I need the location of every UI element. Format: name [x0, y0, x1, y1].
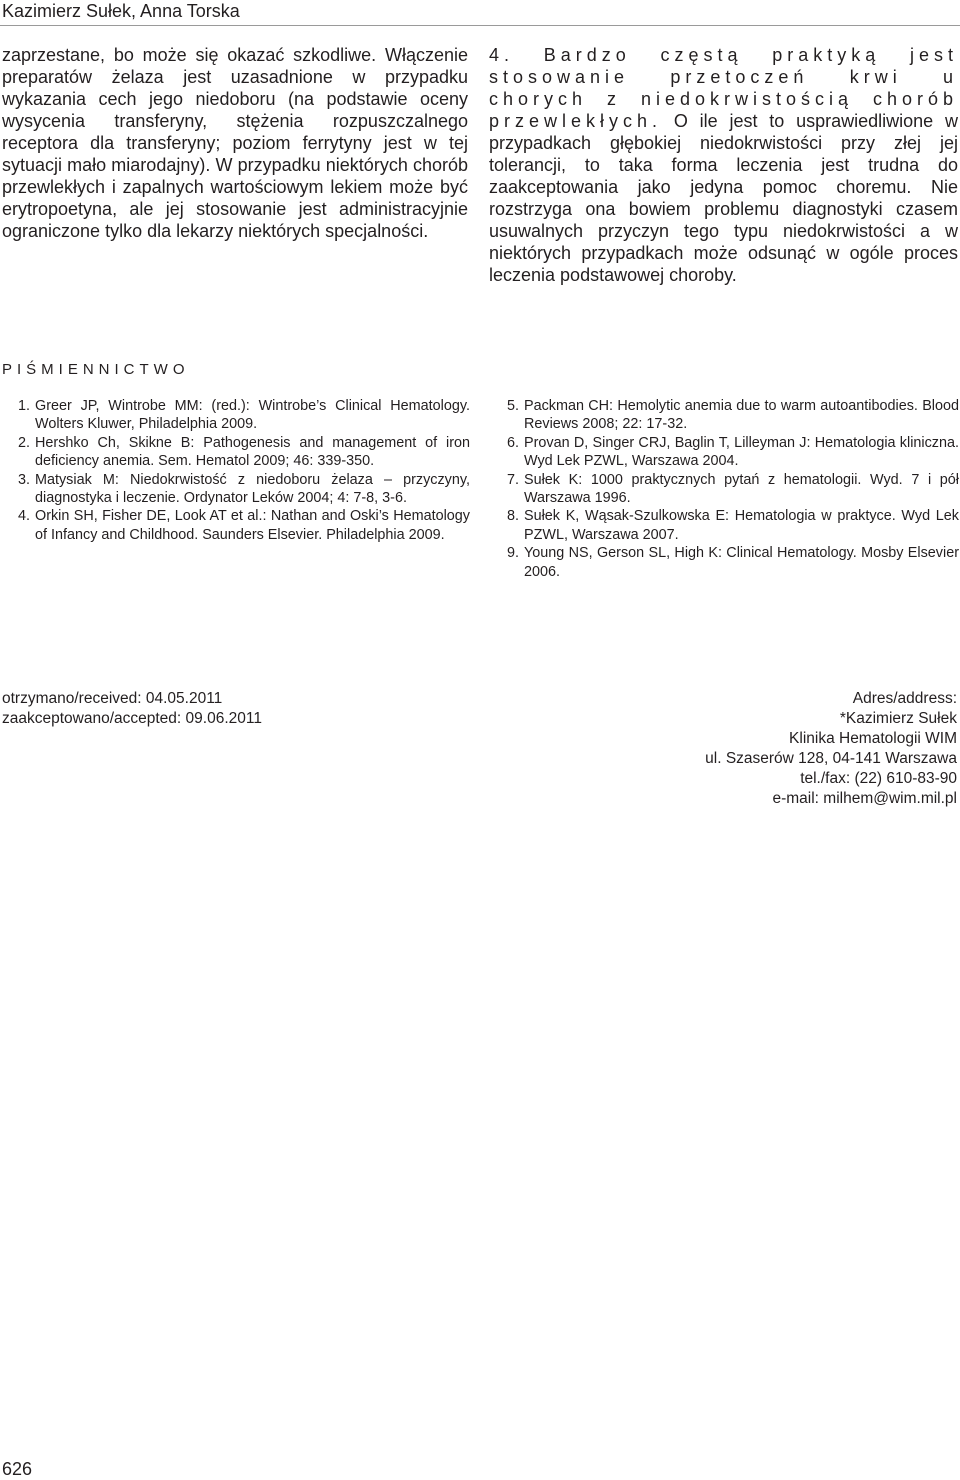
reference-number: 3.: [18, 471, 31, 488]
reference-text: Hershko Ch, Skikne B: Pathogenesis and management of iron deficiency anemia. Sem. Hematol 2009; 46: 339-350.: [35, 434, 470, 470]
reference-number: 5.: [507, 398, 520, 414]
reference-item: [18, 507, 470, 544]
address-phone: tel./fax: (22) 610-83-90: [800, 770, 957, 787]
emphasized-point-heading: 4. Bardzo częstą praktyką jest stosowanie przetoczeń krwi u chorych z niedokrwistością chorób przewlekłych.: [489, 45, 958, 131]
references-heading: PIŚMIENNICTWO: [2, 361, 190, 378]
body-paragraph-left: zaprzestane, bo może się okazać szkodliwe. Włączenie preparatów żelaza jest uzasadnione w przypadku wykazania cech jego niedoboru (na podstawie oceny wysycenia transferyny, stężenia rozpuszczalnego receptora dla transferyny; poziom ferrytyny jest w tej sytuacji mało miarodajny). W przypadku niektórych chorób przewlekłych i zapalnych wartościowym lekiem może być erytropoetyna, ale jej stosowanie jest administracyjnie ograniczone tylko dla lekarzy niektórych specjalności.: [2, 45, 468, 241]
correspondence-address: [705, 689, 957, 809]
reference-number: 1.: [18, 398, 31, 414]
reference-number: 4.: [18, 508, 31, 525]
reference-number: 7.: [507, 471, 520, 488]
reference-number: 2.: [18, 434, 31, 451]
reference-number: 8.: [507, 508, 520, 525]
submission-dates: [2, 689, 262, 729]
reference-text: Provan D, Singer CRJ, Baglin T, Lilleyman J: Hematologia kliniczna. Wyd Lek PZWL, Warszawa 2004.: [524, 434, 959, 470]
address-name: *Kazimierz Sułek: [839, 710, 957, 727]
running-head: Kazimierz Sułek, Anna Torska: [2, 1, 240, 21]
reference-text: Orkin SH, Fisher DE, Look AT et al.: Nathan and Oski’s Hematology of Infancy and Childhood. Saunders Elsevier. Philadelphia 2009.: [35, 508, 470, 543]
address-label: Adres/address:: [852, 690, 957, 707]
reference-text: Greer JP, Wintrobe MM: (red.): Wintrobe’s Clinical Hematology. Wolters Kluwer, Philadelphia 2009.: [35, 398, 470, 433]
reference-item: [18, 434, 470, 471]
body-paragraph-right-text: O ile jest to usprawiedliwione w przypadkach głębokiej niedokrwistości przy złej jej tolerancji, to taka forma leczenia jest trudna do zaakceptowania jako jedyna pomoc choremu. Nie rozstrzyga ona bowiem problemu diagnostyki czasem usuwalnych przyczyn tego typu niedokrwistości a w niektórych przypadkach może odsunąć w ogóle proces leczenia podstawowej choroby.: [489, 111, 958, 285]
reference-item: [18, 471, 470, 508]
reference-text: Matysiak M: Niedokrwistość z niedoboru żelaza – przyczyny, diagnostyka i leczenie. Ordynator Leków 2004; 4: 7-8, 3-6.: [35, 471, 470, 507]
reference-item: [507, 397, 959, 434]
reference-item: [507, 471, 959, 508]
page-number: 626: [2, 1459, 33, 1479]
reference-text: Packman CH: Hemolytic anemia due to warm autoantibodies. Blood Reviews 2008; 22: 17-32.: [524, 398, 959, 433]
reference-text: Young NS, Gerson SL, High K: Clinical Hematology. Mosby Elsevier 2006.: [524, 545, 959, 580]
header-rule: [0, 25, 960, 26]
references-list-right: [507, 397, 959, 581]
reference-text: Sułek K: 1000 praktycznych pytań z hematologii. Wyd. 7 i pół Warszawa 1996.: [524, 471, 959, 507]
references-list-left: [18, 397, 470, 544]
reference-number: 9.: [507, 545, 520, 562]
reference-number: 6.: [507, 434, 520, 451]
body-column-right: [489, 44, 958, 286]
reference-item: [18, 397, 470, 434]
address-institution: Klinika Hematologii WIM: [789, 730, 957, 747]
reference-item: [507, 434, 959, 471]
body-paragraph-right: [489, 44, 958, 286]
received-date: otrzymano/received: 04.05.2011: [2, 690, 223, 707]
reference-item: [507, 544, 959, 581]
body-column-left: [2, 44, 468, 242]
address-street: ul. Szaserów 128, 04-141 Warszawa: [705, 750, 957, 767]
address-email: e-mail: milhem@wim.mil.pl: [772, 790, 957, 807]
reference-item: [507, 507, 959, 544]
reference-text: Sułek K, Wąsak-Szulkowska E: Hematologia w praktyce. Wyd Lek PZWL, Warszawa 2007.: [524, 508, 959, 543]
accepted-date: zaakceptowano/accepted: 09.06.2011: [2, 710, 262, 727]
